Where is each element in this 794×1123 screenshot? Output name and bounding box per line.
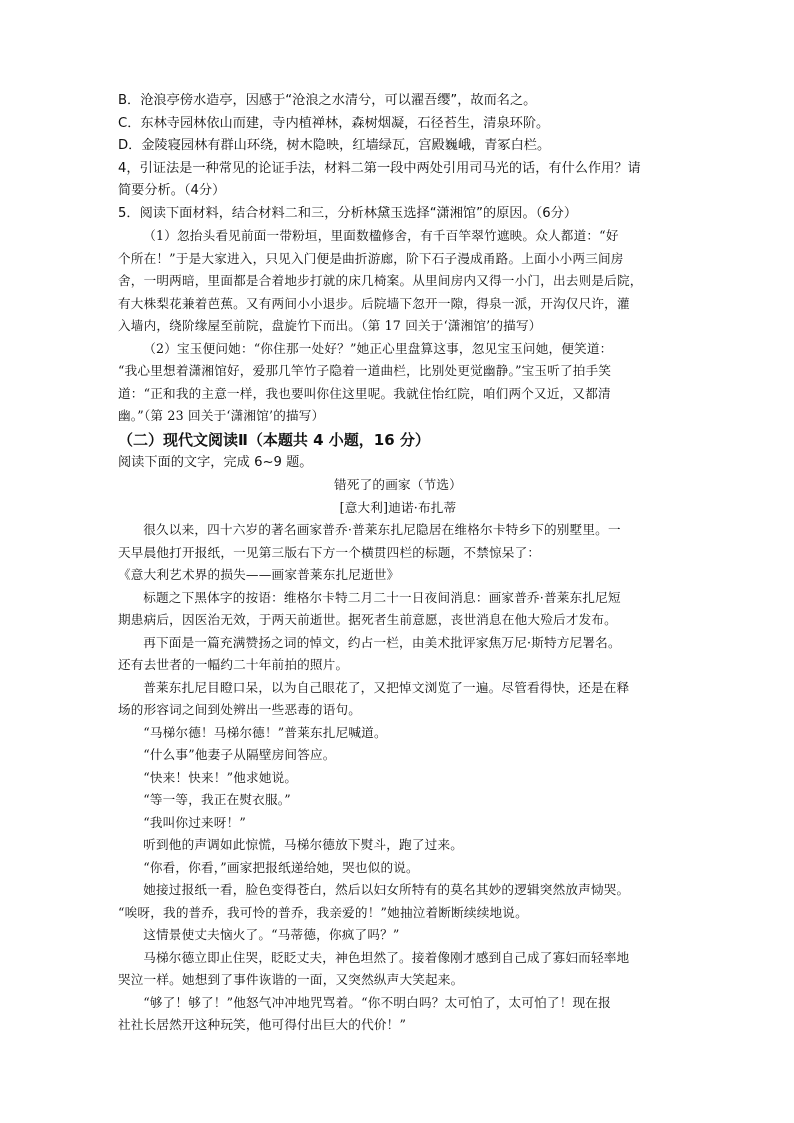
story-line: 标题之下黑体字的按语：维格尔卡特二月二十一日夜间消息：画家普乔·普莱东扎尼短 xyxy=(143,589,621,605)
story-line: “马梯尔德！马梯尔德！”普莱东扎尼喊道。 xyxy=(143,724,387,740)
story-line: “够了！够了！”他怒气冲冲地咒骂着。“你不明白吗？太可怕了，太可怕了！现在报 xyxy=(143,994,611,1010)
story-line: “等一等，我正在熨衣服。” xyxy=(143,792,291,807)
story-line: “什么事”他妻子从隔壁房间答应。 xyxy=(143,747,336,762)
question-5: 5．阅读下面材料，结合材料二和三，分析林黛玉选择“潇湘馆”的原因。（6分） xyxy=(118,205,578,221)
option-c: C．东林寺园林依山而建，寺内植禅林，森树烟凝，石径苔生，清泉环阶。 xyxy=(118,115,550,131)
story-line: 还有去世者的一幅约二十年前拍的照片。 xyxy=(118,657,349,672)
material-2-line-3: 道：“正和我的主意一样，我也要叫你住这里呢。我就住怡红院，咱们两个又近，又都清 xyxy=(118,385,611,401)
story-line: “你看，你看，”画家把报纸递给她，哭也似的说。 xyxy=(143,859,419,875)
story-line: 这情景使丈夫恼火了。“马蒂德，你疯了吗？” xyxy=(143,927,400,942)
material-1-line-2: 个所在！”于是大家进入，只见入门便是曲折游廊，阶下石子漫成甬路。上面小小两三间房 xyxy=(118,250,624,266)
story-line: 社社长居然开这种玩笑，他可得付出巨大的代价！” xyxy=(118,1017,407,1032)
material-2-line-2: “我心里想着潇湘馆好，爱那几竿竹子隐着一道曲栏，比别处更觉幽静。”宝玉听了拍手笑 xyxy=(118,363,612,378)
story-line: 马梯尔德立即止住哭，眨眨丈夫，神色坦然了。接着像刚才感到自己成了寡妇而轻率地 xyxy=(143,949,630,965)
option-b: B．沧浪亭傍水造亭，因感于“沧浪之水清兮，可以濯吾缨”，故而名之。 xyxy=(118,93,537,108)
section-instruction: 阅读下面的文字，完成 6~9 题。 xyxy=(118,454,313,470)
story-title: 错死了的画家（节选） xyxy=(334,477,462,492)
story-line: 期患病后，因医治无效，于两天前逝世。据死者生前意愿，丧世消息在他大殓后才发布。 xyxy=(118,612,617,627)
story-line: 很久以来，四十六岁的著名画家普乔·普莱东扎尼隐居在维格尔卡特乡下的别墅里。一 xyxy=(143,522,621,537)
material-2-line-1: （2）宝玉便问她：“你住那一处好？”她正心里盘算这事，忽见宝玉问她，便笑道： xyxy=(143,340,613,356)
story-line: “唉呀，我的普乔，我可怜的普乔，我亲爱的！”她抽泣着断断续续地说。 xyxy=(118,904,528,920)
story-author: [意大利]迪诺·布扎蒂 xyxy=(339,499,457,515)
story-line: 普莱东扎尼目瞪口呆，以为自己眼花了，又把悼文浏览了一遍。尽管看得快，还是在释 xyxy=(143,679,630,695)
section-heading: （二）现代文阅读Ⅱ（本题共 4 小题，16 分） xyxy=(118,430,430,449)
material-1-line-3: 舍，一明两暗，里面都是合着地步打就的床几椅案。从里间房内又得一小门，出去则是后院， xyxy=(118,273,643,288)
question-4-line-2: 简要分析。（4分） xyxy=(118,183,226,198)
material-1-line-1: （1）忽抬头看见前面一带粉垣，里面数楹修舍，有千百竿翠竹遮映。众人都道：“好 xyxy=(143,228,619,243)
material-1-line-5: 入墙内，绕阶缘屋至前院，盘旋竹下而出。（第 17 回关于‘潇湘馆’的描写） xyxy=(118,318,542,333)
question-4-line-1: 4，引证法是一种常见的论证手法，材料二第一段中两处引用司马光的话，有什么作用？请 xyxy=(118,160,641,176)
option-d: D．金陵寝园林有群山环绕，树木隐映，红墙绿瓦，宫殿巍峨，青冢白栏。 xyxy=(118,138,551,153)
story-line: 场的形容词之间到处辨出一些恶毒的语句。 xyxy=(118,702,362,717)
material-1-line-4: 有大株梨花兼着芭蕉。又有两间小小退步。后院墙下忽开一隙，得泉一派，开沟仅尺许，灌 xyxy=(118,295,630,311)
story-line: “快来！快来！”他求她说。 xyxy=(143,769,298,785)
story-line: 听到他的声调如此惊慌，马梯尔德放下熨斗，跑了过来。 xyxy=(143,837,464,852)
story-line: 哭泣一样。她想到了事件诙谐的一面，又突然纵声大笑起来。 xyxy=(118,972,464,987)
material-2-line-4: 幽。”（第 23 回关于‘潇湘馆’的描写） xyxy=(118,408,325,423)
story-line: 她接过报纸一看，脸色变得苍白，然后以妇女所特有的莫名其妙的逻辑突然放声恸哭。 xyxy=(143,882,630,897)
document-page xyxy=(118,90,678,1037)
story-line: 再下面是一篇充满赞扬之词的悼文，约占一栏，由美术批评家焦万尼·斯特方尼署名。 xyxy=(143,634,621,650)
story-line: “我叫你过来呀！” xyxy=(143,814,247,830)
story-line: 《意大利艺术界的损失——画家普莱东扎尼逝世》 xyxy=(118,567,400,582)
story-line: 天早晨他打开报纸，一见第三版右下方一个横贯四栏的标题，不禁惊呆了： xyxy=(118,544,541,560)
